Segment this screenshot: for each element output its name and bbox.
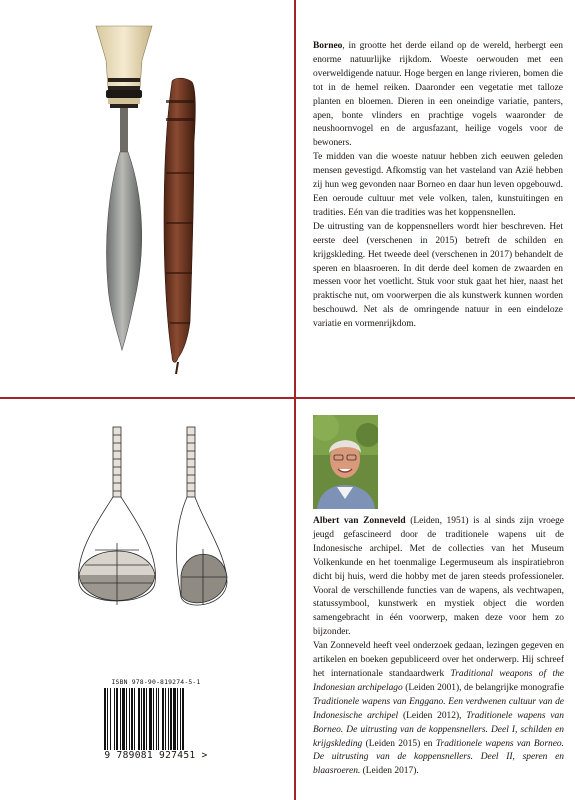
book-title: Traditionele wapens van Borneo. De uitrusting van de koppensnellers. Deel II, speren en blaasroeren. <box>313 738 564 777</box>
description-text <box>313 40 563 332</box>
author-photo <box>313 415 378 509</box>
description-paragraph-1: Borneo, in grootte het derde eiland op de wereld, herbergt een enorme natuurlijke rijkdom. Woeste oerwouden met een overweldigende natuur. Hoge bergen en lange rivieren, bomen die tot in de hemel reiken. Daaronder een vegetatie met talloze planten en bloemen. Dieren in een oneindige variatie, panters, apen, bonte vlinders en prachtige vogels waaronder de neushoornvogel en de argusfazant, heilige vogels voor de bewoners. <box>313 41 563 149</box>
island-name: Borneo <box>313 41 343 51</box>
description-paragraph-3: De uitrusting van de koppensnellers wordt hier beschreven. Het eerste deel (verschenen in 2015) betreft de schilden en krijgskleding. Het tweede deel (verschenen in 2017) behandelt de speren en blaasroeren. In dit derde deel komen de zwaarden en messen voor het voetlicht. Stuk voor stuk gaat het hier, naast het praktische nut, om voorwerpen die als kunstwerk kunnen worden beschouwd. Net als de omringende natuur in een eindeloze variatie en vormenrijkdom. <box>313 221 563 330</box>
book-title: Traditional weapons of the Indonesian archipelago <box>313 668 564 693</box>
horizontal-divider <box>0 397 575 399</box>
isbn-barcode <box>96 678 216 770</box>
woven-objects-drawing <box>55 425 245 625</box>
book-title: Traditionele wapens van Borneo. De uitrusting van de koppensnellers. Deel I, schilden en krijgskleding <box>313 710 564 749</box>
description-paragraph-2: Te midden van die woeste natuur hebben zich eeuwen geleden mensen gevestigd. Afkomstig van het vasteland van Azië hebben zij hun weg gevonden naar Borneo en daar hun leven opgebouwd. Een oeroude cultuur met vele volken, talen, kunstuitingen en tradities. Eén van die tradities was het koppensnellen. <box>313 152 563 218</box>
isbn-label: ISBN 978-90-819274-5-1 <box>111 678 201 686</box>
book-title: Traditionele wapens van Enggano. Een verdwenen cultuur van de Indonesische archipel <box>313 696 564 721</box>
author-bio-paragraph-2: Van Zonneveld heeft veel onderzoek gedaan, lezingen gegeven en artikelen en boeken gepubliceerd over het onderwerp. Hij schreef het internationale standaardwerk Traditional weapons of the Indonesian archipelago (Leiden 2001), de belangrijke monografie Traditionele wapens van Enggano. Een verdwenen cultuur van de Indonesische archipel (Leiden 2012), Traditionele wapens van Borneo. De uitrusting van de koppensnellers. Deel I, schilden en krijgskleding (Leiden 2015) en Traditionele wapens van Borneo. De uitrusting van de koppensnellers. Deel II, speren en blaasroeren. (Leiden 2017). <box>313 641 564 777</box>
author-name: Albert van Zonneveld <box>313 516 406 526</box>
vertical-divider <box>294 0 296 800</box>
knife-and-sheath-image <box>80 22 220 377</box>
barcode-bars <box>104 688 208 750</box>
barcode-digits: 9 789081 927451 > <box>104 750 208 761</box>
author-bio <box>313 515 564 779</box>
author-bio-paragraph-1: Albert van Zonneveld (Leiden, 1951) is al sinds zijn vroege jeugd gefascineerd door de traditionele wapens uit de Indonesische archipel. Met de collecties van het Museum Volkenkunde en het toenmalige Legermuseum als inspiratiebron dicht bij huis, werd die hobby met de jaren steeds professioneler. Vooral de verschillende functies van de wapens, als vechtwapen, statussymbool, kunstwerk en mystiek object die worden samengebracht in één voorwerp, maken deze voor hem zo bijzonder. <box>313 516 564 638</box>
